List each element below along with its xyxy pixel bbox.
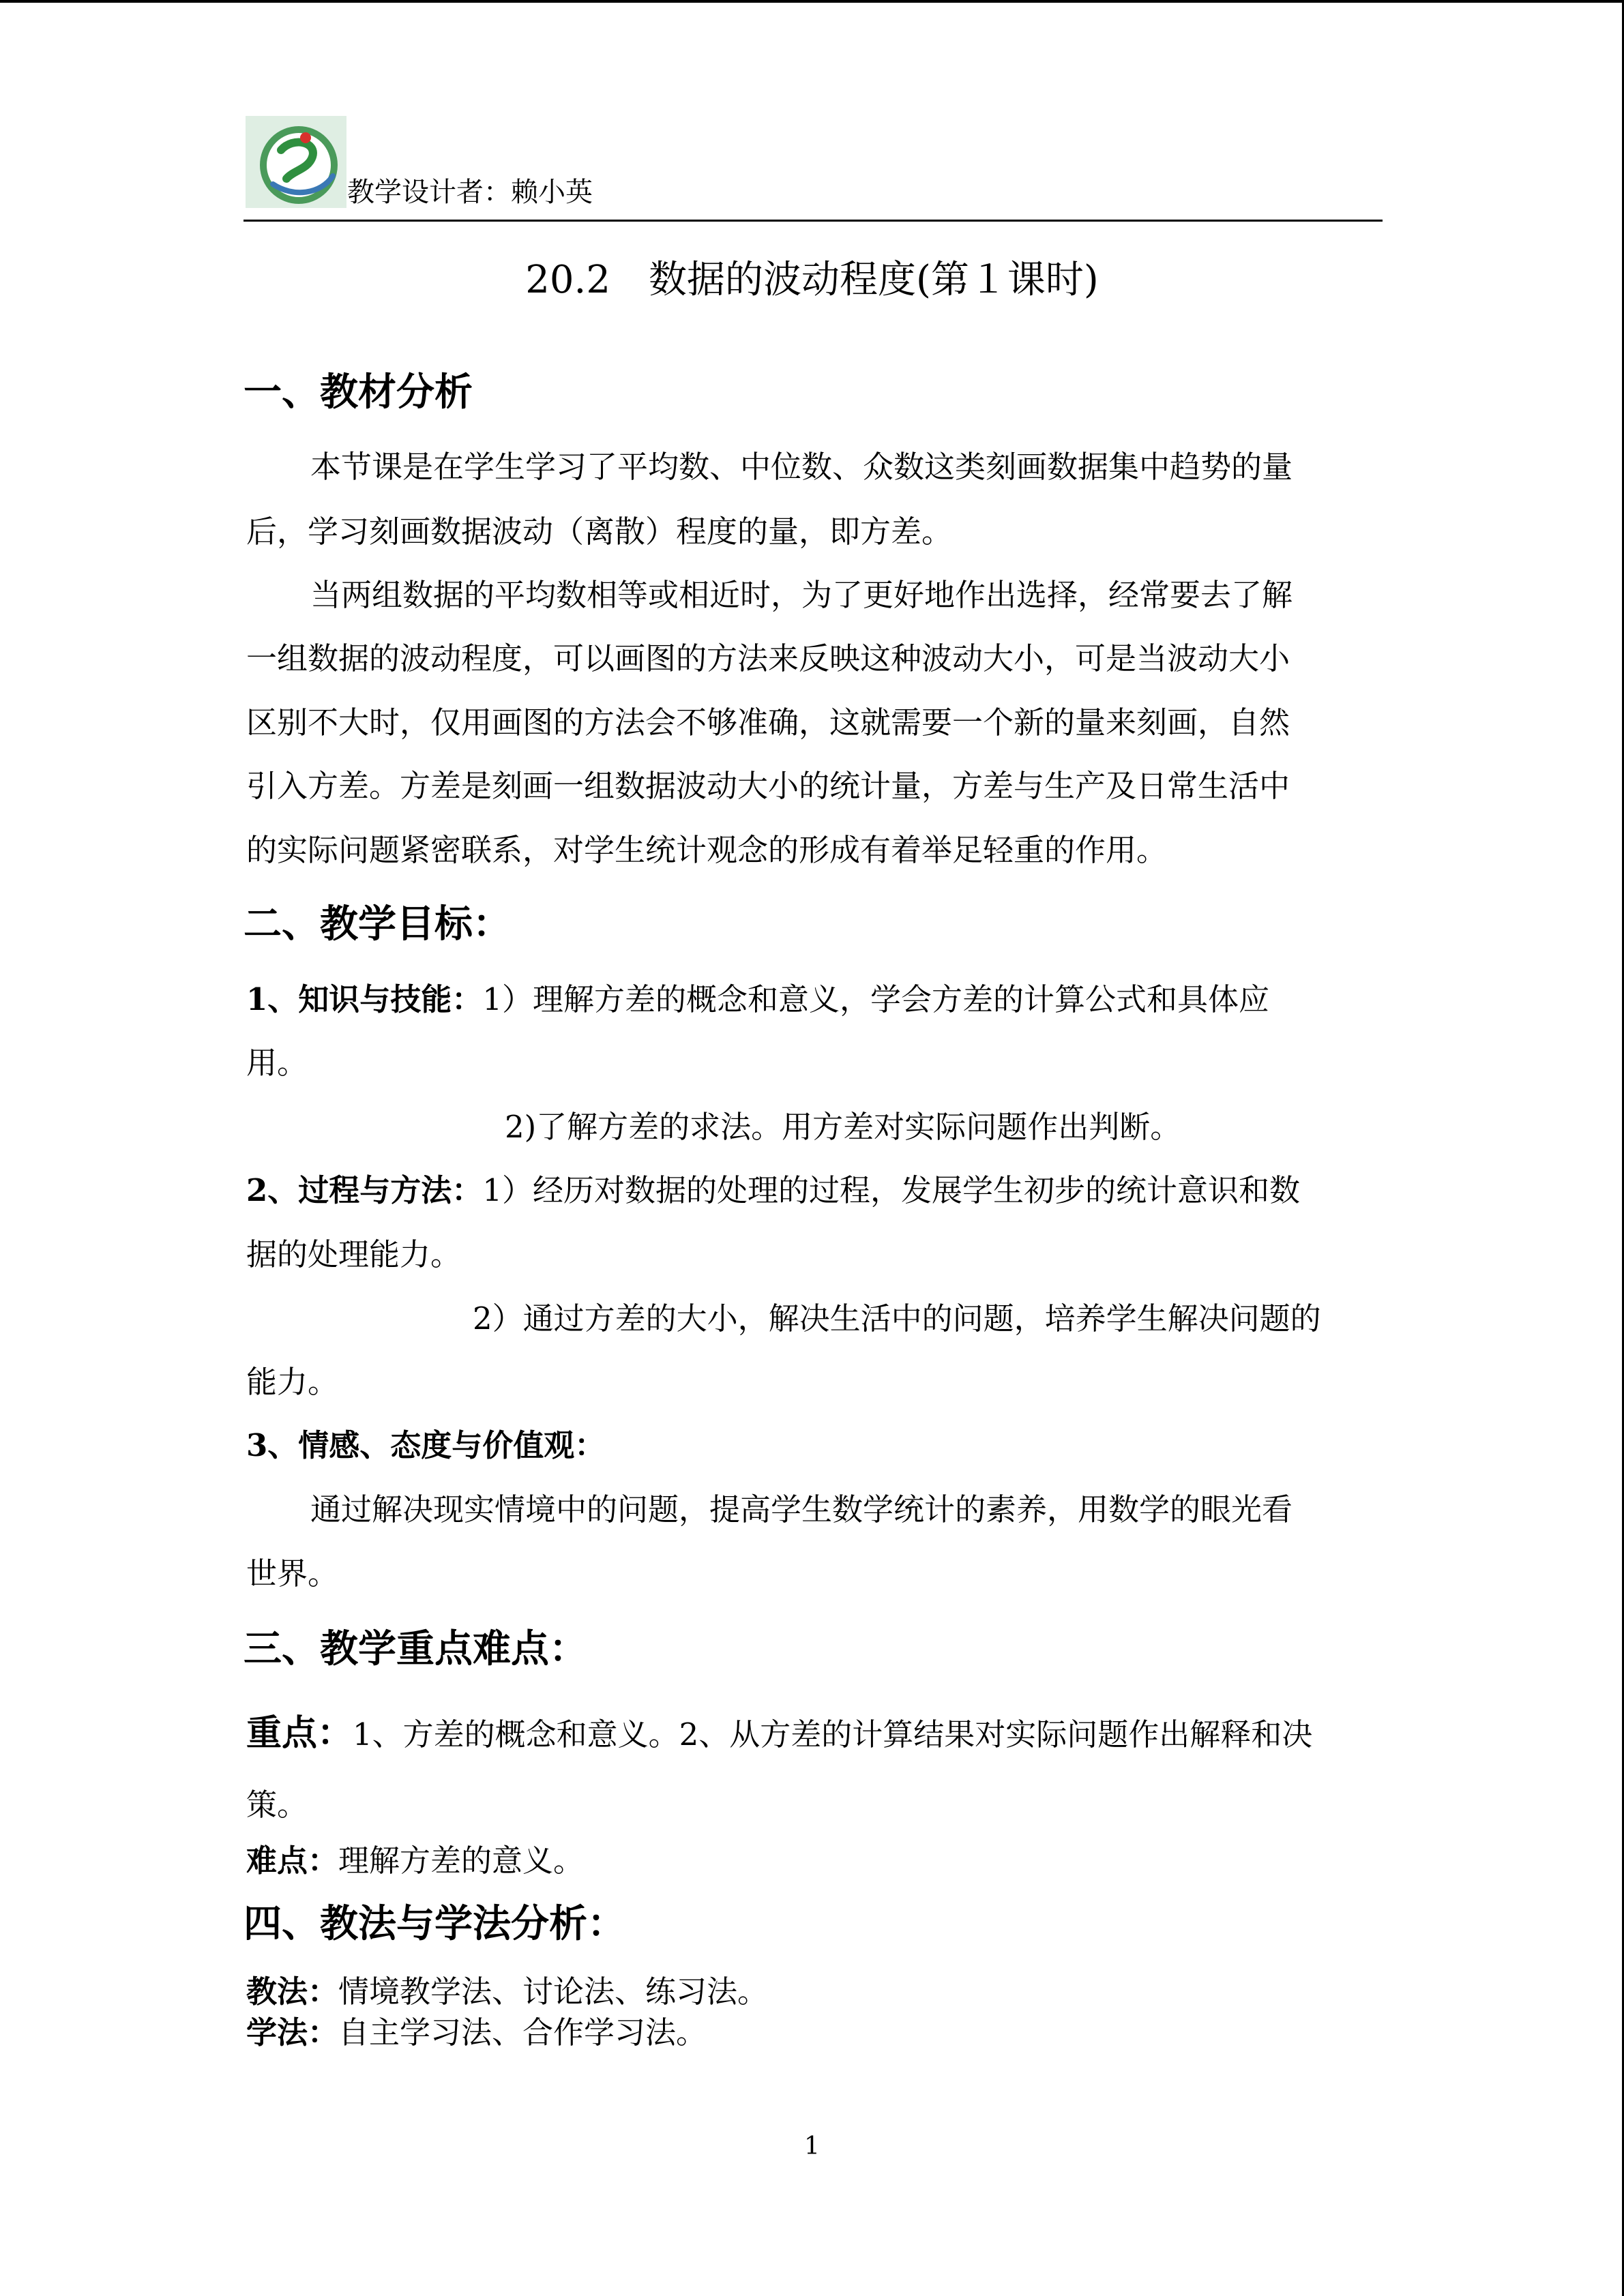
teaching-method-text: 情境教学法、讨论法、练习法。	[338, 1973, 769, 2010]
paragraph-line: 一组数据的波动程度，可以画图的方法来反映这种波动大小，可是当波动大小	[246, 640, 1290, 676]
objective-text: 1）理解方差的概念和意义，学会方差的计算公式和具体应	[482, 981, 1269, 1017]
teaching-method	[246, 1973, 768, 2011]
paragraph-line: 的实际问题紧密联系，对学生统计观念的形成有着举足轻重的作用。	[246, 832, 1168, 868]
key-point-label: 重点：	[246, 1712, 353, 1754]
section-heading-methods: 四、教法与学法分析：	[243, 1901, 625, 1946]
teaching-method-label: 教法：	[246, 1973, 339, 2010]
key-point-text: 1、方差的概念和意义。2、从方差的计算结果对实际问题作出解释和决	[353, 1716, 1313, 1753]
school-logo	[246, 116, 346, 208]
paragraph-line: 后，学习刻画数据波动（离散）程度的量，即方差。	[246, 513, 953, 550]
paragraph-line: 世界。	[246, 1555, 339, 1592]
paragraph-line: 区别不大时，仅用画图的方法会不够准确，这就需要一个新的量来刻画，自然	[246, 704, 1290, 741]
learning-method	[246, 2014, 707, 2052]
key-point	[246, 1714, 1312, 1754]
objective-label: 1、知识与技能：	[246, 981, 483, 1017]
section-heading-key-points: 三、教学重点难点：	[243, 1626, 587, 1671]
paragraph-line: 能力。	[246, 1364, 339, 1400]
paragraph-line: 当两组数据的平均数相等或相近时，为了更好地作出选择，经常要去了解	[310, 577, 1293, 613]
page-number: 1	[804, 2132, 820, 2160]
designer-credit: 教学设计者：赖小英	[347, 177, 593, 208]
section-heading-material-analysis: 一、教材分析	[243, 370, 473, 415]
paragraph-line: 据的处理能力。	[246, 1236, 462, 1272]
learning-method-label: 学法：	[246, 2014, 339, 2051]
learning-method-text: 自主学习法、合作学习法。	[338, 2014, 707, 2051]
objective-label: 2、过程与方法：	[246, 1172, 483, 1208]
objective-emotion-label: 3、情感、态度与价值观：	[246, 1427, 606, 1463]
paragraph-line: 通过解决现实情境中的问题，提高学生数学统计的素养，用数学的眼光看	[310, 1491, 1293, 1527]
paragraph-line: 本节课是在学生学习了平均数、中位数、众数这类刻画数据集中趋势的量	[310, 449, 1293, 485]
page-header	[243, 116, 1383, 222]
paragraph-line: 用。	[246, 1045, 308, 1081]
difficulty	[246, 1842, 584, 1880]
objective-process	[246, 1172, 1300, 1210]
objective-knowledge	[246, 981, 1269, 1019]
paragraph-line: 2)了解方差的求法。用方差对实际问题作出判断。	[505, 1109, 1181, 1145]
paragraph-line: 策。	[246, 1787, 308, 1823]
paragraph-line: 2）通过方差的大小，解决生活中的问题，培养学生解决问题的	[473, 1300, 1321, 1337]
page-title: 20.2 数据的波动程度(第１课时)	[525, 258, 1099, 302]
difficulty-label: 难点：	[246, 1843, 339, 1879]
page-top-border	[0, 0, 1624, 3]
paragraph-line: 引入方差。方差是刻画一组数据波动大小的统计量，方差与生产及日常生活中	[246, 768, 1290, 804]
difficulty-text: 理解方差的意义。	[338, 1843, 585, 1879]
objective-text: 1）经历对数据的处理的过程，发展学生初步的统计意识和数	[482, 1172, 1300, 1208]
section-heading-teaching-objectives: 二、教学目标：	[243, 901, 511, 946]
